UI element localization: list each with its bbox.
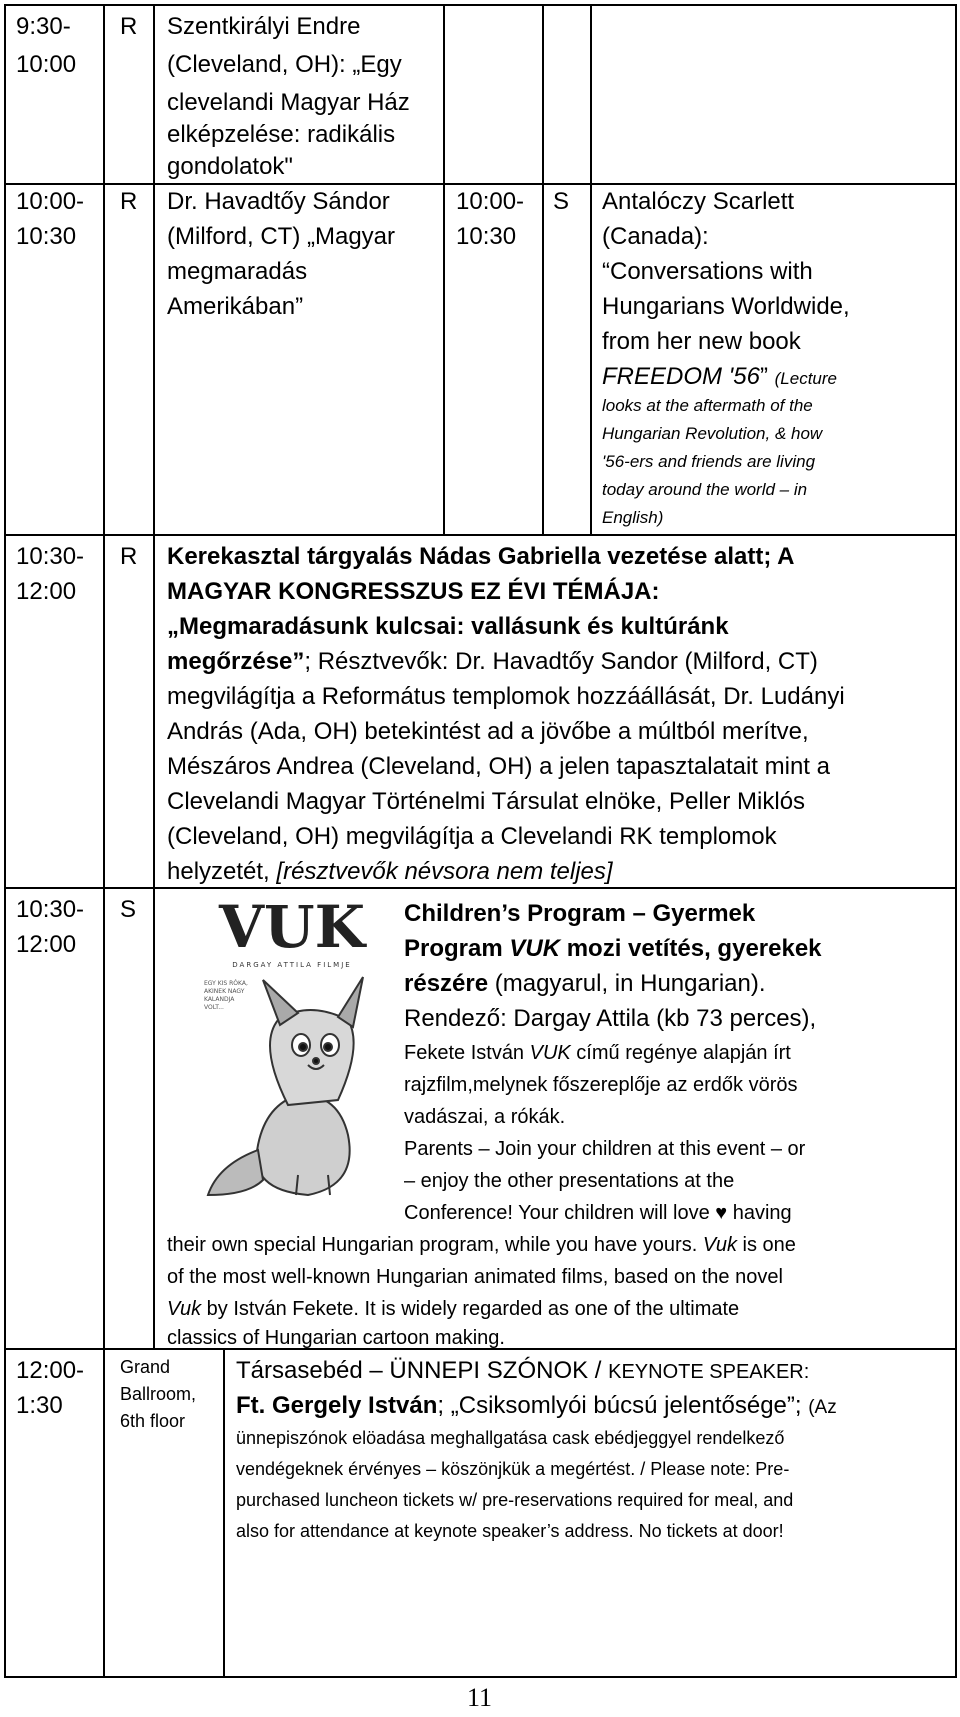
speaker-topic: ; „Csiksomlyói búcsú jelentősége”; (437, 1392, 809, 1419)
time-label: 10:30 (456, 223, 517, 250)
time-label: 10:30 (16, 223, 77, 250)
session-text: elképzelése: radikális (167, 121, 396, 148)
speaker-name: Ft. Gergely István (236, 1392, 438, 1419)
full-line: of the most well-known Hungarian animated films, based on the novel (167, 1266, 783, 1288)
film-name: Vuk (702, 1234, 737, 1256)
session-text: Amerikában” (167, 293, 304, 320)
title-rest: (magyarul, in Hungarian). (488, 970, 766, 997)
session-text (167, 643, 818, 681)
col-divider (103, 4, 105, 1678)
session-text: megvilágítja a Református templomok hozzáállását, Dr. Ludányi (167, 683, 845, 710)
parents-part: having (732, 1202, 792, 1224)
session-text: (Cleveland, OH): „Egy (167, 51, 402, 78)
poster-tagline: EGY KIS RÓKA, (204, 980, 248, 987)
time-label: 10:30- (16, 896, 85, 923)
title-part: mozi vetítés, gyerekek (560, 935, 822, 962)
luncheon-note: vendégeknek érvényes – köszönjkük a megértést. / Please note: Pre- (236, 1459, 790, 1479)
novel-line: rajzfilm,melynek főszereplője az erdők vörös (404, 1074, 798, 1096)
participants-intro: ; Résztvevők: Dr. Havadtőy Sandor (Milford, CT) (304, 648, 818, 675)
children-program-title (404, 930, 822, 968)
title-vuk: VUK (509, 935, 561, 962)
lecture-text: today around the world – in (602, 480, 808, 499)
heart-icon: ♥ (715, 1202, 728, 1224)
lecture-text: English) (602, 508, 664, 527)
parents-line: – enjoy the other presentations at the (404, 1170, 735, 1192)
session-text: Mészáros Andrea (Cleveland, OH) a jelen tapasztalatait mint a (167, 753, 830, 780)
session-text: Szentkirályi Endre (167, 13, 361, 40)
session-text: from her new book (602, 328, 801, 355)
session-text (404, 965, 766, 1003)
session-text: “Conversations with (602, 258, 813, 285)
time-label: 10:00- (16, 188, 85, 215)
lecture-start: (Lecture (774, 369, 837, 388)
novel-line (404, 1037, 791, 1069)
table-border-left (4, 4, 6, 1678)
full-part: is one (736, 1234, 796, 1256)
session-text: Dr. Havadtőy Sándor (167, 188, 390, 215)
roundtable-title: MAGYAR KONGRESSZUS EZ ÉVI TÉMÁJA: (167, 578, 660, 605)
room-label: S (120, 896, 137, 923)
session-text: (Cleveland, OH) megvilágítja a Clevelandi RK templomok (167, 823, 777, 850)
room-label: S (553, 188, 570, 215)
time-label: 12:00 (16, 578, 77, 605)
full-line: classics of Hungarian cartoon making. (167, 1327, 505, 1349)
incomplete-note: [résztvevők névsora nem teljes] (276, 858, 613, 885)
director-line: Rendező: Dargay Attila (kb 73 perces), (404, 1005, 817, 1032)
luncheon-note: purchased luncheon tickets w/ pre-reservations required for meal, and (236, 1490, 794, 1510)
parents-part: Conference! Your children will love (404, 1202, 710, 1224)
speaker-paren: (Az (808, 1397, 837, 1418)
poster-tagline: KALANDJA (204, 996, 235, 1003)
col-divider (223, 1348, 225, 1678)
room-label: R (120, 543, 138, 570)
poster-tagline: VOLT... (204, 1004, 224, 1011)
full-line (167, 1293, 739, 1325)
time-label: 1:30 (16, 1392, 63, 1419)
session-text: András (Ada, OH) betekintést ad a jövőbe a múltból merítve, (167, 718, 809, 745)
parents-line: Parents – Join your children at this event – or (404, 1138, 806, 1160)
luncheon-note: also for attendance at keynote speaker’s address. No tickets at door! (236, 1521, 784, 1541)
luncheon-note: ünnepiszónok elöadása meghallgatása cask ebédjeggyel rendelkező (236, 1428, 785, 1448)
session-text: (Canada): (602, 223, 709, 250)
roundtable-title: „Megmaradásunk kulcsai: vallásunk és kultúránk (167, 613, 729, 640)
parents-line (404, 1197, 792, 1229)
row-divider (4, 534, 957, 536)
lecture-text: '56-ers and friends are living (602, 452, 816, 471)
last-prefix: helyzetét, (167, 858, 277, 885)
table-border-top (4, 4, 957, 6)
session-text: FREEDOM '56” (Lecture (602, 363, 837, 390)
children-program-title: Children’s Program – Gyermek (404, 900, 756, 927)
session-text (167, 853, 613, 891)
col-divider (590, 4, 592, 536)
poster-subtitle: DARGAY ATTILA FILMJE (232, 961, 352, 969)
title-part: részére (404, 970, 489, 997)
session-text: gondolatok" (167, 153, 293, 180)
session-text: Clevelandi Magyar Történelmi Társulat elnöke, Peller Miklós (167, 788, 806, 815)
time-label: 10:30- (16, 543, 85, 570)
time-label: 10:00- (456, 188, 525, 215)
luncheon-title (236, 1352, 809, 1391)
col-divider (153, 4, 155, 1348)
full-part: by István Fekete. It is widely regarded as one of the ultimate (201, 1298, 740, 1320)
speaker-line (236, 1387, 837, 1427)
full-part: their own special Hungarian program, while you have yours. (167, 1234, 703, 1256)
page-number: 11 (467, 1683, 493, 1712)
novel-part: című regénye alapján írt (570, 1042, 791, 1064)
room-label: 6th floor (120, 1411, 186, 1431)
room-label: Ballroom, (120, 1384, 197, 1404)
session-text: megmaradás (167, 258, 308, 285)
table-border-bottom (4, 1676, 957, 1678)
roundtable-title-end: megőrzése” (167, 648, 305, 675)
book-title: FREEDOM '56 (602, 363, 760, 390)
title-part: Társasebéd – ÜNNEPI SZÓNOK / (236, 1357, 609, 1384)
novel-line: vadászai, a rókák. (404, 1106, 566, 1128)
col-divider (443, 4, 445, 536)
lecture-text: looks at the aftermath of the (602, 396, 813, 415)
novel-name: Vuk (167, 1298, 202, 1320)
title-part: Program (404, 935, 510, 962)
roundtable-title: Kerekasztal tárgyalás Nádas Gabriella vezetése alatt; A (167, 543, 795, 570)
session-text: clevelandi Magyar Ház (167, 89, 410, 116)
time-label: 10:00 (16, 51, 77, 78)
novel-title: VUK (529, 1042, 571, 1064)
time-label: 9:30- (16, 13, 71, 40)
table-border-right (955, 4, 957, 1678)
session-text: Antalóczy Scarlett (602, 188, 795, 215)
vuk-poster (188, 895, 396, 1225)
keynote-label: KEYNOTE SPEAKER: (608, 1361, 810, 1383)
room-label: R (120, 13, 138, 40)
lecture-text: Hungarian Revolution, & how (602, 424, 823, 443)
time-label: 12:00- (16, 1357, 85, 1384)
session-text: (Milford, CT) „Magyar (167, 223, 396, 250)
room-label: Grand (120, 1357, 171, 1377)
session-text: Hungarians Worldwide, (602, 293, 850, 320)
poster-tagline: AKINEK NAGY (204, 988, 245, 995)
full-line (167, 1229, 796, 1261)
novel-part: Fekete István (404, 1042, 530, 1064)
poster-title: VUK (219, 895, 365, 961)
room-label: R (120, 188, 138, 215)
time-label: 12:00 (16, 931, 77, 958)
col-divider (542, 4, 544, 536)
